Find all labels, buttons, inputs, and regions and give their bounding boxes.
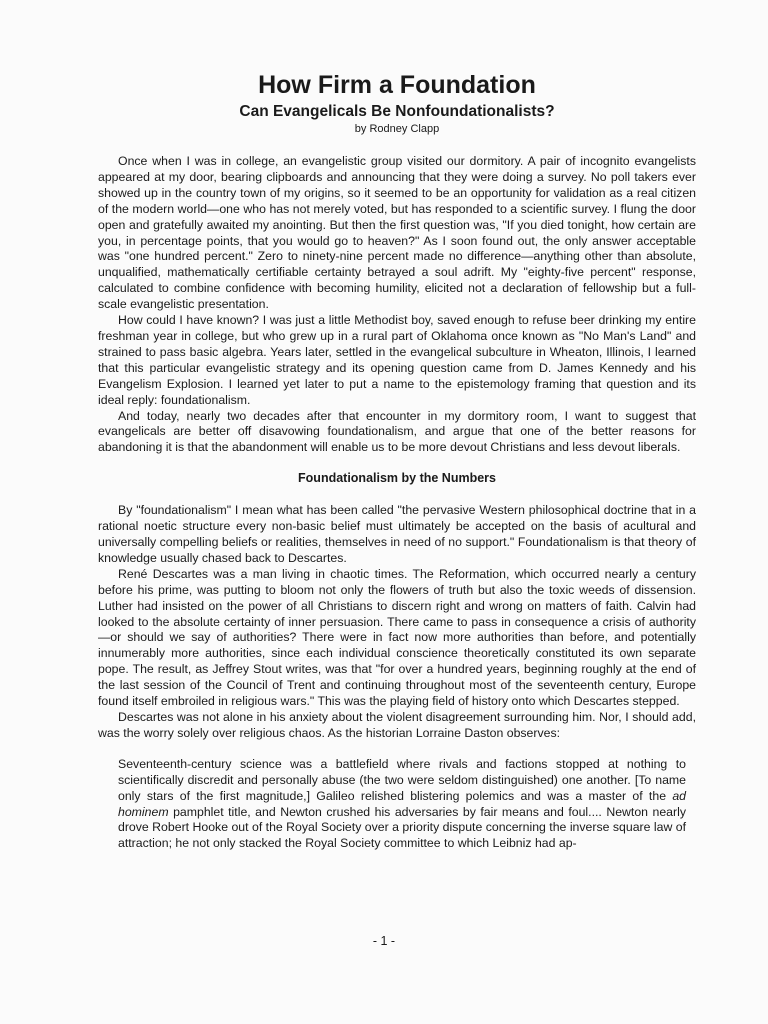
page-content xyxy=(98,70,696,852)
section-heading: Foundationalism by the Numbers xyxy=(298,471,496,486)
byline: by Rodney Clapp xyxy=(354,123,440,135)
quote-text xyxy=(118,757,686,852)
page-subtitle: Can Evangelicals Be Nonfoundationalists? xyxy=(239,103,555,120)
quote-emphasis: ad hominem xyxy=(118,788,686,819)
page-number: - 1 - xyxy=(372,934,396,948)
quote-text-part: pamphlet title, and Newton crushed his adversaries by fair means and foul.... Newton nearly drove Robert Hooke out of the Royal Society over a priority dispute concerning the inverse square law of attraction; he not only stacked the Royal Society committee to which Leibniz had ap- xyxy=(118,804,687,851)
paragraph: Once when I was in college, an evangelistic group visited our dormitory. A pair of incognito evangelists appeared at my door, bearing clipboards and announcing that they were doing a survey. No poll takers ever showed up in the country town of my origins, so it seemed to be an opportunity for validation as a real citizen of the modern world—one who has not merely voted, but has responded to a scientific survey. I flung the door open and gratefully awaited my anointing. But then the first question was, "If you died tonight, how certain are you, in percentage points, that you would go to heaven?" As I soon found out, the only answer acceptable was "one hundred percent." Zero to ninety-nine percent made no difference—anything other than absolute, unqualified, mathematically certifiable certainty betrayed a soul adrift. My "eighty-five percent" response, calculated to combine confidence with becoming humility, elicited not a declaration of fellowship but a full-scale evangelistic presentation. xyxy=(98,154,696,312)
paragraph: René Descartes was a man living in chaotic times. The Reformation, which occurred nearly a century before his prime, was putting to bloom not only the flowers of truth but also the toxic weeds of dissension. Luther had insisted on the power of all Christians to discern right and wrong on matters of faith. Calvin had looked to the absolute certainty of inner persuasion. There came to pass in consequence a crisis of authority—or should we say of authorities? There were in fact now more authorities than before, and potentially innumerably more authorities, since each individual conscience theoretically constituted its own separate pope. The result, as Jeffrey Stout writes, was that "for over a hundred years, beginning roughly at the end of the last session of the Council of Trent and continuing throughout most of the seventeenth century, Europe found itself embroiled in religious wars." This was the playing field of history onto which Descartes stepped. xyxy=(98,566,696,709)
paragraph: Descartes was not alone in his anxiety about the violent disagreement surrounding him. Nor, I should add, was the worry solely over religious chaos. As the historian Lorraine Daston observes: xyxy=(98,710,696,740)
quote-text-part: Seventeenth-century science was a battlefield where rivals and factions stopped at nothing to scientifically discredit and personally abuse (the two were seldom distinguished) one another. [To name only stars of the first magnitude,] Galileo relished blistering polemics and was a master of the xyxy=(118,756,686,803)
paragraph: How could I have known? I was just a little Methodist boy, saved enough to refuse beer drinking my entire freshman year in college, but who grew up in a rural part of Oklahoma once known as "No Man's Land" and strained to pass basic algebra. Years later, settled in the evangelical subculture in Wheaton, Illinois, I learned that this particular evangelistic strategy and its opening question came from D. James Kennedy and his Evangelism Explosion. I learned yet later to put a name to the epistemology framing that question and its ideal reply: foundationalism. xyxy=(98,313,696,407)
paragraph: And today, nearly two decades after that encounter in my dormitory room, I want to suggest that evangelicals are better off disavowing foundationalism, and argue that one of the better reasons for abandoning it is that the abandonment will enable us to be more devout Christians and less devout liberals. xyxy=(98,408,696,455)
page-title: How Firm a Foundation xyxy=(258,71,536,99)
block-quote xyxy=(118,757,686,852)
article-body xyxy=(98,154,696,852)
paragraph: By "foundationalism" I mean what has been called "the pervasive Western philosophical doctrine that in a rational noetic structure every non-basic belief must ultimately be accepted on the basis of acultural and universally compelling beliefs or realities, themselves in need of no support." Foundationalism is that theory of knowledge usually chased back to Descartes. xyxy=(98,503,696,565)
